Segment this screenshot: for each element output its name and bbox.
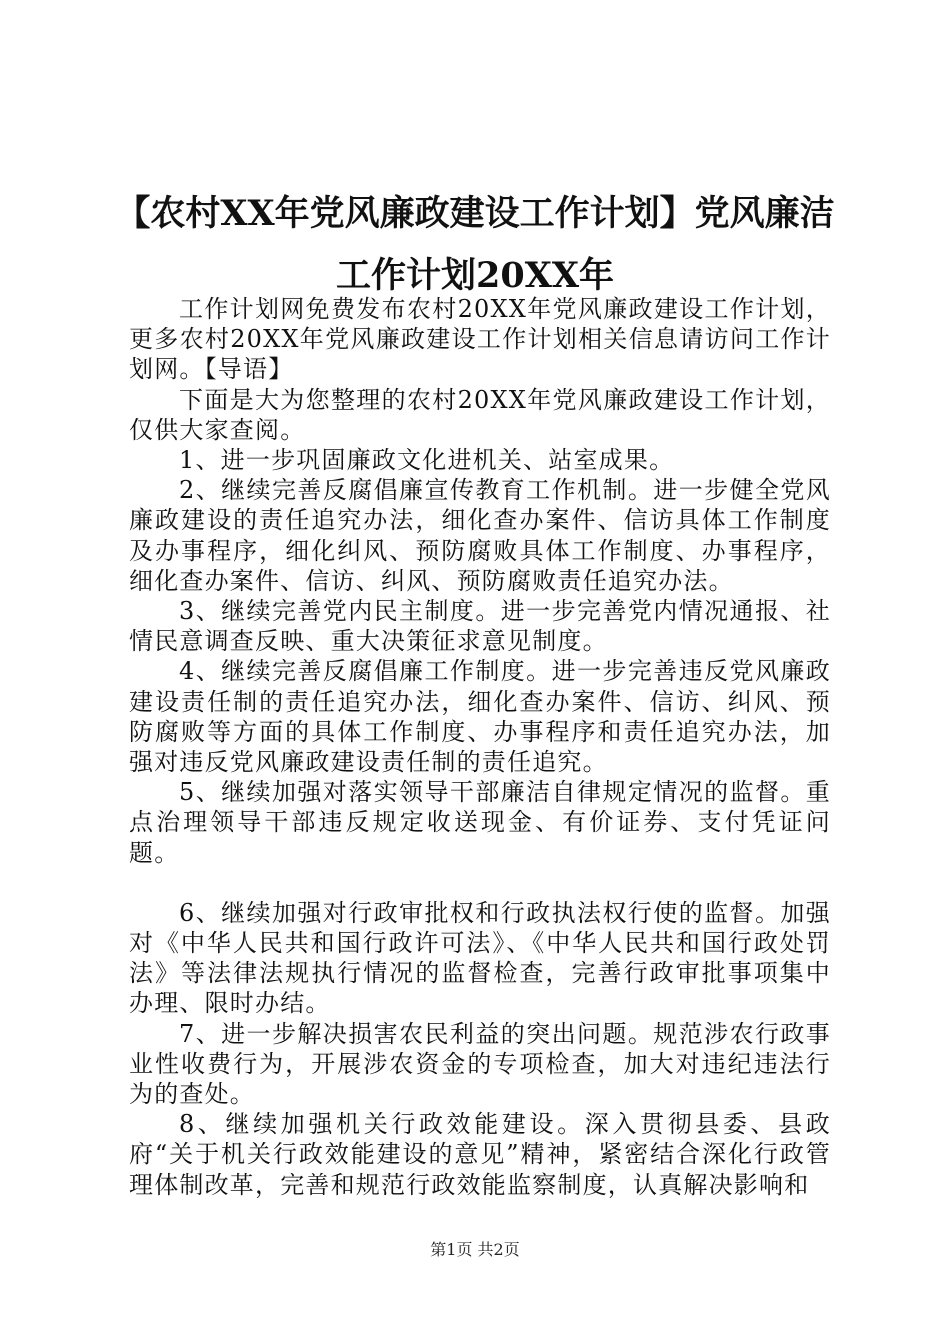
paragraph-item-1: 1、进一步巩固廉政文化进机关、站室成果。 bbox=[179, 446, 675, 475]
paragraph-item-8: 8、继续加强机关行政效能建设。深入贯彻县委、县政府“关于机关行政效能建设的意见”精神，紧密结合深化行政管理体制改革，完善和规范行政效能监察制度，认真解决影响和 bbox=[129, 1110, 831, 1199]
paragraph-lead: 下面是大为您整理的农村20XX年党风廉政建设工作计划，仅供大家查阅。 bbox=[129, 385, 831, 444]
document-body bbox=[129, 294, 831, 1200]
paragraph-item-6: 6、继续加强对行政审批权和行政执法权行使的监督。加强对《中华人民共和国行政许可法》、《中华人民共和国行政处罚法》等法律法规执行情况的监督检查，完善行政审批事项集中办理、限时办结。 bbox=[129, 898, 831, 1018]
document-title: 【农村XX年党风廉政建设工作计划】党风廉洁工作计划20XX年 bbox=[115, 193, 835, 296]
paragraph-item-2: 2、继续完善反腐倡廉宣传教育工作机制。进一步健全党风廉政建设的责任追究办法，细化查办案件、信访具体工作制度及办事程序，细化纠风、预防腐败具体工作制度、办事程序，细化查办案件、信访、纠风、预防腐败责任追究办法。 bbox=[129, 476, 831, 595]
paragraph-item-7: 7、进一步解决损害农民利益的突出问题。规范涉农行政事业性收费行为，开展涉农资金的专项检查，加大对违纪违法行为的查处。 bbox=[129, 1019, 831, 1109]
paragraph-item-3: 3、继续完善党内民主制度。进一步完善党内情况通报、社情民意调查反映、重大决策征求意见制度。 bbox=[129, 597, 831, 656]
paragraph-item-5: 5、继续加强对落实领导干部廉洁自律规定情况的监督。重点治理领导干部违反规定收送现金、有价证券、支付凭证问题。 bbox=[129, 778, 831, 867]
paragraph-intro: 工作计划网免费发布农村20XX年党风廉政建设工作计划，更多农村20XX年党风廉政建设工作计划相关信息请访问工作计划网。【导语】 bbox=[129, 295, 831, 384]
paragraph-item-4: 4、继续完善反腐倡廉工作制度。进一步完善违反党风廉政建设责任制的责任追究办法，细化查办案件、信访、纠风、预防腐败等方面的具体工作制度、办事程序和责任追究办法，加强对违反党风廉政建设责任制的责任追究。 bbox=[129, 657, 831, 777]
page-footer: 第1页 共2页 bbox=[430, 1240, 520, 1259]
